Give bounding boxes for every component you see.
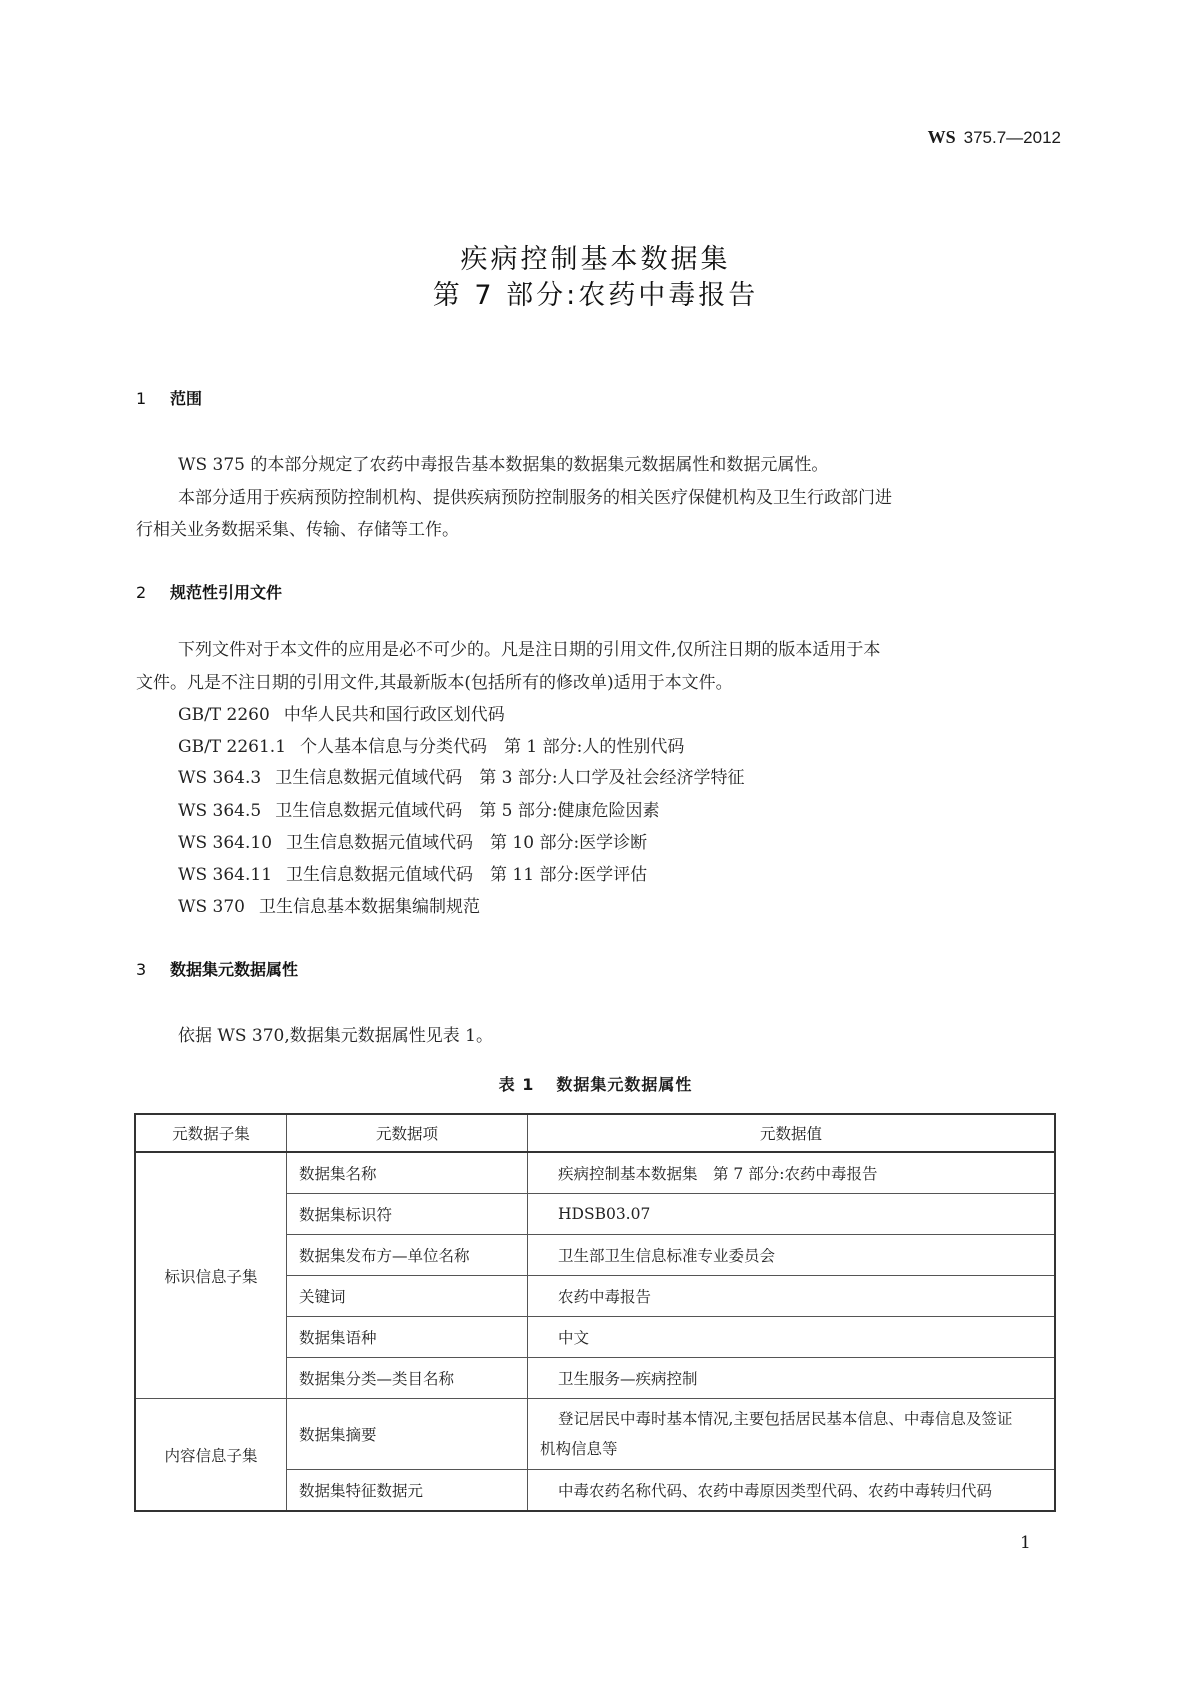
item-cell: 数据集名称 xyxy=(287,1152,528,1194)
table-header-row xyxy=(135,1114,1055,1152)
reference-item xyxy=(178,763,745,788)
page-number: 1 xyxy=(1020,1533,1031,1553)
standard-prefix: WS xyxy=(927,127,956,147)
document-subtitle: 第 7 部分:农药中毒报告 xyxy=(432,280,759,311)
reference-title: 卫生信息数据元值域代码 第 11 部分:医学评估 xyxy=(286,865,648,885)
reference-code: WS 364.3 xyxy=(178,768,262,788)
value-line: 机构信息等 xyxy=(540,1440,618,1458)
value-cell: 卫生服务—疾病控制 xyxy=(528,1358,1056,1399)
table-caption xyxy=(0,1072,1191,1095)
group-cell: 内容信息子集 xyxy=(135,1399,287,1512)
item-cell: 数据集分类—类目名称 xyxy=(287,1358,528,1399)
column-header: 元数据项 xyxy=(287,1114,528,1152)
item-cell: 关键词 xyxy=(287,1276,528,1317)
item-cell: 数据集标识符 xyxy=(287,1194,528,1235)
reference-title: 卫生信息数据元值域代码 第 10 部分:医学诊断 xyxy=(286,833,648,853)
section-heading-normative-references xyxy=(136,580,282,603)
value-cell xyxy=(528,1399,1056,1470)
reference-title: 中华人民共和国行政区划代码 xyxy=(283,705,505,725)
reference-code: WS 364.11 xyxy=(178,865,273,885)
standard-code: 375.7—2012 xyxy=(963,128,1061,147)
reference-item xyxy=(178,892,480,917)
value-cell: 中毒农药名称代码、农药中毒原因类型代码、农药中毒转归代码 xyxy=(528,1470,1056,1512)
reference-code: GB/T 2261.1 xyxy=(178,737,287,757)
section-number: 3 xyxy=(136,960,147,979)
value-cell: 疾病控制基本数据集 第 7 部分:农药中毒报告 xyxy=(528,1152,1056,1194)
table-caption-title: 数据集元数据属性 xyxy=(556,1075,693,1094)
table-caption-label: 表 1 xyxy=(498,1075,535,1094)
value-cell: 中文 xyxy=(528,1317,1056,1358)
item-cell: 数据集语种 xyxy=(287,1317,528,1358)
standard-number xyxy=(928,127,1061,148)
section-heading-dataset-metadata xyxy=(136,957,298,980)
reference-item xyxy=(178,860,647,885)
item-cell: 数据集摘要 xyxy=(287,1399,528,1470)
paragraph: 下列文件对于本文件的应用是必不可少的。凡是注日期的引用文件,仅所注日期的版本适用于本 xyxy=(178,640,881,660)
section-heading-scope xyxy=(136,386,202,409)
value-line: 登记居民中毒时基本情况,主要包括居民基本信息、中毒信息及签证 xyxy=(558,1410,1013,1428)
metadata-table xyxy=(134,1113,1056,1512)
reference-title: 卫生信息数据元值域代码 第 3 部分:人口学及社会经济学特征 xyxy=(275,768,745,788)
group-cell: 标识信息子集 xyxy=(135,1152,287,1399)
paragraph: 依据 WS 370,数据集元数据属性见表 1。 xyxy=(178,1026,493,1046)
reference-item xyxy=(178,732,684,757)
reference-code: WS 364.10 xyxy=(178,833,273,853)
reference-item xyxy=(178,828,647,853)
reference-code: GB/T 2260 xyxy=(178,705,270,725)
reference-code: WS 364.5 xyxy=(178,801,262,821)
reference-title: 卫生信息基本数据集编制规范 xyxy=(258,897,480,917)
reference-title: 卫生信息数据元值域代码 第 5 部分:健康危险因素 xyxy=(275,801,660,821)
section-title: 规范性引用文件 xyxy=(170,583,283,602)
section-number: 2 xyxy=(136,583,147,602)
value-cell: 卫生部卫生信息标准专业委员会 xyxy=(528,1235,1056,1276)
paragraph: 本部分适用于疾病预防控制机构、提供疾病预防控制服务的相关医疗保健机构及卫生行政部门进 xyxy=(178,488,892,508)
reference-item xyxy=(178,700,505,725)
column-header: 元数据值 xyxy=(528,1114,1056,1152)
reference-title: 个人基本信息与分类代码 第 1 部分:人的性别代码 xyxy=(300,737,685,757)
table-row xyxy=(135,1152,1055,1194)
document-title: 疾病控制基本数据集 xyxy=(460,244,731,275)
table-row xyxy=(135,1399,1055,1470)
section-number: 1 xyxy=(136,389,147,408)
paragraph: WS 375 的本部分规定了农药中毒报告基本数据集的数据集元数据属性和数据元属性。 xyxy=(178,455,829,475)
section-title: 数据集元数据属性 xyxy=(170,960,299,979)
item-cell: 数据集特征数据元 xyxy=(287,1470,528,1512)
reference-item xyxy=(178,796,660,821)
reference-code: WS 370 xyxy=(178,897,245,917)
paragraph: 行相关业务数据采集、传输、存储等工作。 xyxy=(136,520,459,540)
item-cell: 数据集发布方—单位名称 xyxy=(287,1235,528,1276)
value-cell: HDSB03.07 xyxy=(528,1194,1056,1235)
column-header: 元数据子集 xyxy=(135,1114,287,1152)
value-cell: 农药中毒报告 xyxy=(528,1276,1056,1317)
paragraph: 文件。凡是不注日期的引用文件,其最新版本(包括所有的修改单)适用于本文件。 xyxy=(136,673,733,693)
section-title: 范围 xyxy=(170,389,203,408)
